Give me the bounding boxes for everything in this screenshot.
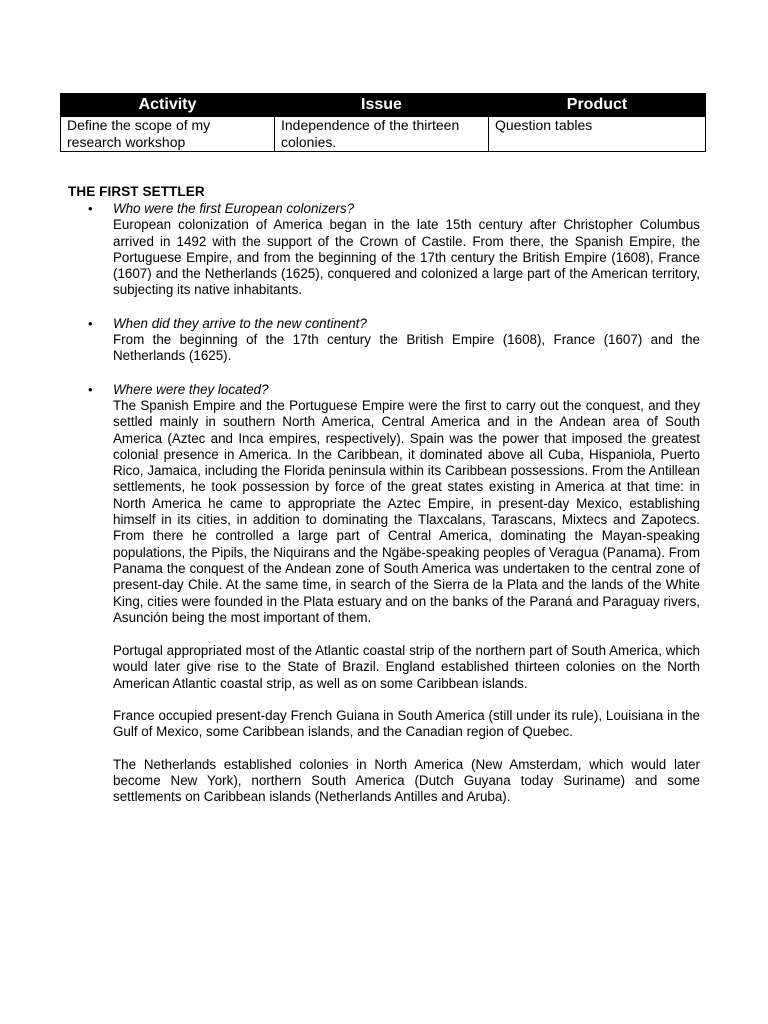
section-content [88, 201, 700, 822]
cell-activity: Define the scope of my research workshop [61, 117, 275, 152]
section-title: THE FIRST SETTLER [68, 184, 205, 199]
qa-item [88, 201, 700, 299]
paragraph-portugal: Portugal appropriated most of the Atlantic coastal strip of the northern part of South America, which would later give rise to the State of Brazil. England established thirteen colonies on the North American Atlantic coastal strip, as well as on some Caribbean islands. [113, 643, 700, 691]
bullet-icon: • [88, 201, 93, 216]
question-text: When did they arrive to the new continent? [113, 315, 367, 331]
header-activity: Activity [61, 94, 275, 117]
cell-product: Question tables [489, 117, 706, 152]
table-row [61, 117, 706, 152]
answer-text: European colonization of America began in the late 15th century after Christopher Columbus arrived in 1492 with the support of the Crown of Castile. From there, the Spanish Empire, the Portuguese Empire, and from the beginning of the 17th century the British Empire (1608), France (1607) and the Netherlands (1625), conquered and colonized a large part of the American territory, subjecting its native inhabitants. [113, 217, 700, 298]
activity-table [60, 93, 706, 152]
qa-item [88, 315, 700, 365]
paragraph-netherlands: The Netherlands established colonies in North America (New Amsterdam, which would later become New York), northern South America (Dutch Guyana today Suriname) and some settlements on Caribbean islands (Netherlands Antilles and Aruba). [113, 756, 700, 805]
bullet-icon: • [88, 381, 93, 397]
cell-issue: Independence of the thirteen colonies. [275, 117, 489, 152]
bullet-icon: • [88, 315, 93, 331]
header-product: Product [489, 94, 706, 117]
question-text: Who were the first European colonizers? [113, 201, 355, 216]
answer-text: The Spanish Empire and the Portuguese Empire were the first to carry out the conquest, and they settled mainly in southern North America, Central America and in the Andean area of South America (Aztec and Inca empires, respectively). Spain was the power that imposed the greatest colonial presence in America. In the Caribbean, it dominated above all Cuba, Hispaniola, Puerto Rico, Jamaica, including the Florida peninsula within its Caribbean possessions. From the Antillean settlements, he took possession by force of the great states existing in America at that time: in North America he came to appropriate the Aztec Empire, in present-day Mexico, establishing himself in its cities, in addition to dominating the Tlaxcalans, Tarascans, Mixtecs and Zapotecs. From there he controlled a large part of Central America, dominating the Mayan-speaking populations, the Pipils, the Niquirans and the Ngäbe-speaking peoples of Veragua (Panama). From Panama the conquest of the Andean zone of South America was undertaken to the central zone of present-day Chile. At the same time, in search of the Sierra de la Plata and the lands of the White King, cities were founded in the Plata estuary and on the banks of the Paraná and Paraguay rivers, Asunción being the most important of them. [113, 397, 700, 625]
paragraph-france: France occupied present-day French Guiana in South America (still under its rule), Louisiana in the Gulf of Mexico, some Caribbean islands, and the Canadian region of Quebec. [113, 708, 700, 740]
header-issue: Issue [275, 94, 489, 117]
answer-text: From the beginning of the 17th century the British Empire (1608), France (1607) and the Netherlands (1625). [113, 332, 700, 364]
qa-item [88, 381, 700, 626]
question-text: Where were they located? [113, 381, 269, 397]
table-header-row [61, 94, 706, 117]
